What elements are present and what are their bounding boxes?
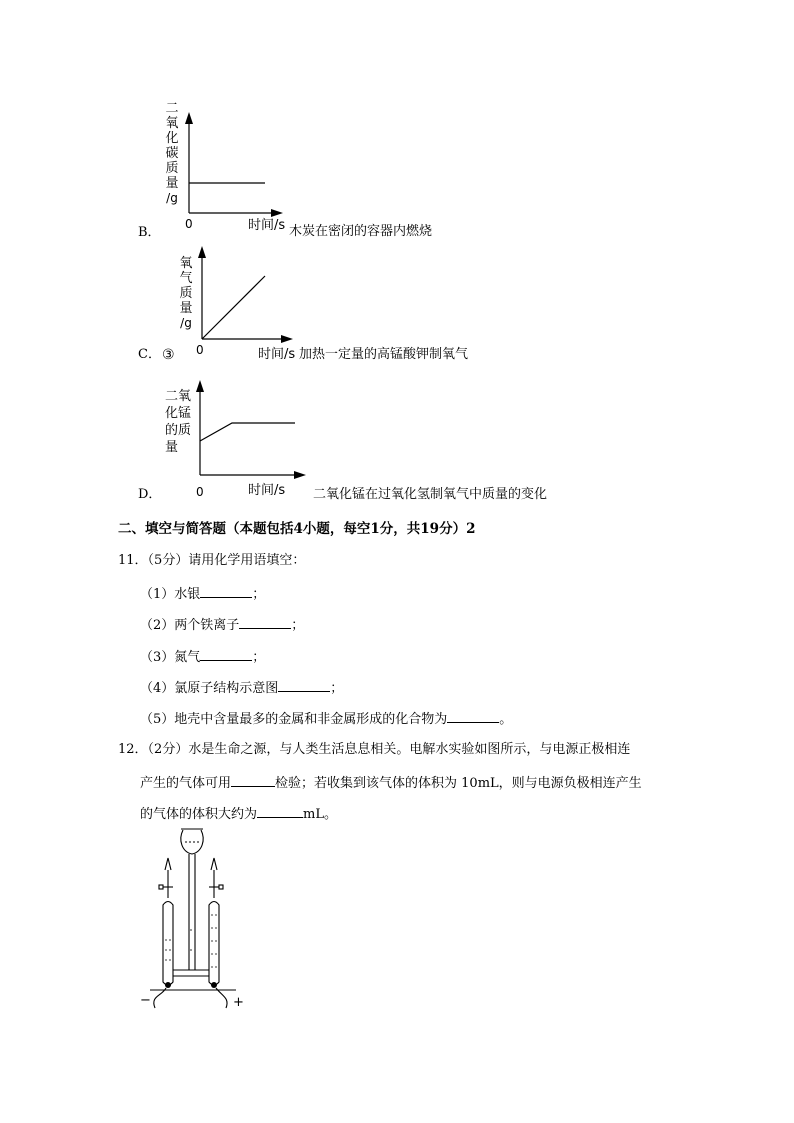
section-heading: 二、填空与简答题（本题包括4小题，每空1分，共19分）2: [118, 521, 476, 537]
q12-line-1: 12．（2分）水是生命之源，与人类生活息息相关。电解水实验如图所示，与电源正极相连: [118, 742, 631, 757]
graph-b-ylabel: 二 氧 化 碳 质 量 /g: [165, 101, 179, 205]
graph-b-xlabel: 时间/s: [248, 218, 286, 233]
negative-terminal-label: −: [140, 993, 151, 1008]
graph-d-ylabel: 二氧 化锰 的质 量: [165, 389, 192, 455]
graph-c-caption: 加热一定量的高锰酸钾制氧气: [299, 347, 469, 362]
q11-item-2: （2）两个铁离子 ；: [140, 614, 304, 635]
option-d-label: D．: [138, 487, 162, 502]
q11-item-4: （4）氯原子结构示意图 ；: [140, 677, 343, 698]
q12-line-2: 产生的气体可用 检验；若收集到该气体的体积为 10mL，则与电源负极相连产生: [140, 772, 642, 793]
graph-b-caption: 木炭在密闭的容器内燃烧: [289, 224, 433, 239]
graph-d-xlabel: 时间/s: [248, 483, 286, 498]
graph-c-xlabel: 时间/s: [258, 347, 296, 362]
q11-stem: 11．（5分）请用化学用语填空：: [118, 553, 306, 568]
q11-item-3: （3）氮气 ；: [140, 646, 265, 667]
graph-c-origin: 0: [196, 343, 204, 357]
right-electrode: [211, 982, 217, 988]
graph-d-origin: 0: [196, 485, 204, 499]
q11-item-5: （5）地壳中含量最多的金属和非金属形成的化合物为 。: [140, 708, 512, 729]
option-b-label: B．: [138, 225, 161, 240]
graph-b-origin: 0: [185, 217, 193, 231]
graph-d-caption: 二氧化锰在过氧化氢制氧气中质量的变化: [313, 487, 548, 502]
option-c-label: C．: [138, 347, 161, 362]
positive-terminal-label: +: [233, 995, 244, 1010]
q11-item-1: （1）水银 ；: [140, 583, 265, 604]
graph-c-ylabel: 氧 气 质 量 /g: [179, 256, 193, 330]
left-electrode: [165, 982, 171, 988]
q12-line-3: 的气体的体积大约为 mL。: [140, 803, 337, 824]
option-c-circle-number: ③: [162, 347, 175, 363]
